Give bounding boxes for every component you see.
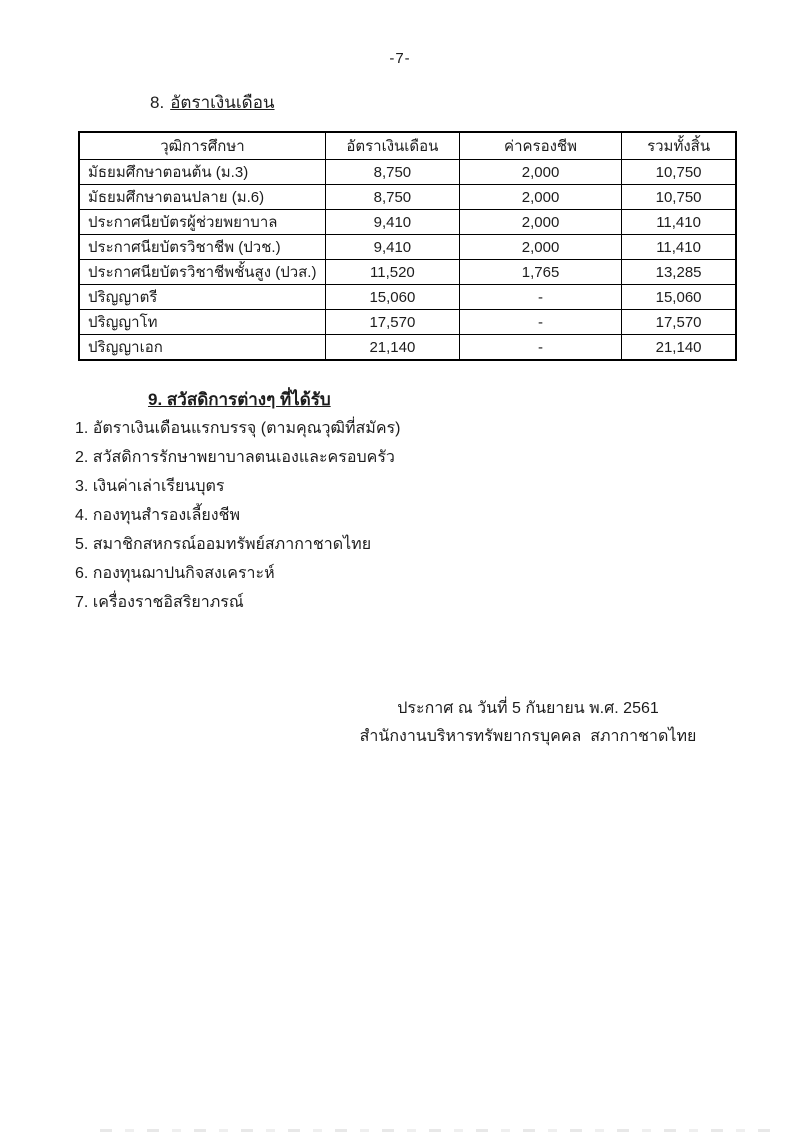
amount-cell: 17,570 <box>325 310 459 335</box>
salary-table <box>78 131 737 361</box>
page-number: -7- <box>389 50 411 67</box>
amount-cell: 10,750 <box>622 185 736 210</box>
column-header-salary-rate: อัตราเงินเดือน <box>325 132 459 160</box>
amount-cell: 13,285 <box>622 260 736 285</box>
benefit-list-item: 3. เงินค่าเล่าเรียนบุตร <box>75 478 225 495</box>
amount-cell: - <box>459 285 621 310</box>
announcement-date-line: ประกาศ ณ วันที่ 5 กันยายน พ.ศ. 2561 <box>397 700 659 717</box>
salary-table-body <box>79 160 736 361</box>
section-8-title: อัตราเงินเดือน <box>170 93 275 112</box>
qualification-cell: ปริญญาโท <box>79 310 325 335</box>
table-row <box>79 210 736 235</box>
amount-cell: 11,410 <box>622 235 736 260</box>
qualification-cell: ประกาศนียบัตรวิชาชีพ (ปวช.) <box>79 235 325 260</box>
amount-cell: 21,140 <box>622 335 736 361</box>
table-row <box>79 185 736 210</box>
column-header-cost-of-living: ค่าครองชีพ <box>459 132 621 160</box>
section-8-heading <box>150 89 275 116</box>
announcement-office-line: สำนักงานบริหารทรัพยากรบุคคล สภากาชาดไทย <box>359 728 697 745</box>
benefits-list <box>75 414 400 617</box>
qualification-cell: มัธยมศึกษาตอนปลาย (ม.6) <box>79 185 325 210</box>
qualification-cell: ประกาศนียบัตรผู้ช่วยพยาบาล <box>79 210 325 235</box>
column-header-qualification: วุฒิการศึกษา <box>79 132 325 160</box>
qualification-cell: ปริญญาเอก <box>79 335 325 361</box>
amount-cell: 15,060 <box>325 285 459 310</box>
table-row <box>79 335 736 361</box>
amount-cell: 1,765 <box>459 260 621 285</box>
qualification-cell: มัธยมศึกษาตอนต้น (ม.3) <box>79 160 325 185</box>
amount-cell: 15,060 <box>622 285 736 310</box>
amount-cell: 8,750 <box>325 185 459 210</box>
amount-cell: 11,520 <box>325 260 459 285</box>
benefit-list-item: 1. อัตราเงินเดือนแรกบรรจุ (ตามคุณวุฒิที่สมัคร) <box>75 420 401 437</box>
amount-cell: 21,140 <box>325 335 459 361</box>
amount-cell: 9,410 <box>325 210 459 235</box>
amount-cell: 2,000 <box>459 185 621 210</box>
announcement-footer <box>352 695 704 751</box>
benefit-list-item: 5. สมาชิกสหกรณ์ออมทรัพย์สภากาชาดไทย <box>75 536 372 553</box>
amount-cell: 2,000 <box>459 235 621 260</box>
amount-cell: - <box>459 335 621 361</box>
section-8-number: 8. <box>150 93 165 112</box>
qualification-cell: ประกาศนียบัตรวิชาชีพชั้นสูง (ปวส.) <box>79 260 325 285</box>
amount-cell: - <box>459 310 621 335</box>
benefit-list-item: 7. เครื่องราชอิสริยาภรณ์ <box>75 594 244 611</box>
section-9-heading: 9. สวัสดิการต่างๆ ที่ได้รับ <box>148 390 331 409</box>
amount-cell: 10,750 <box>622 160 736 185</box>
table-row <box>79 310 736 335</box>
salary-table-header <box>79 132 736 160</box>
amount-cell: 8,750 <box>325 160 459 185</box>
table-row <box>79 260 736 285</box>
benefit-list-item: 6. กองทุนฌาปนกิจสงเคราะห์ <box>75 565 275 582</box>
table-row <box>79 160 736 185</box>
table-row <box>79 285 736 310</box>
amount-cell: 2,000 <box>459 160 621 185</box>
table-row <box>79 235 736 260</box>
table-header-row <box>79 132 736 160</box>
qualification-cell: ปริญญาตรี <box>79 285 325 310</box>
benefit-list-item: 4. กองทุนสำรองเลี้ยงชีพ <box>75 507 241 524</box>
amount-cell: 17,570 <box>622 310 736 335</box>
benefit-list-item: 2. สวัสดิการรักษาพยาบาลตนเองและครอบครัว <box>75 449 395 466</box>
amount-cell: 9,410 <box>325 235 459 260</box>
amount-cell: 2,000 <box>459 210 621 235</box>
amount-cell: 11,410 <box>622 210 736 235</box>
column-header-total: รวมทั้งสิ้น <box>622 132 736 160</box>
